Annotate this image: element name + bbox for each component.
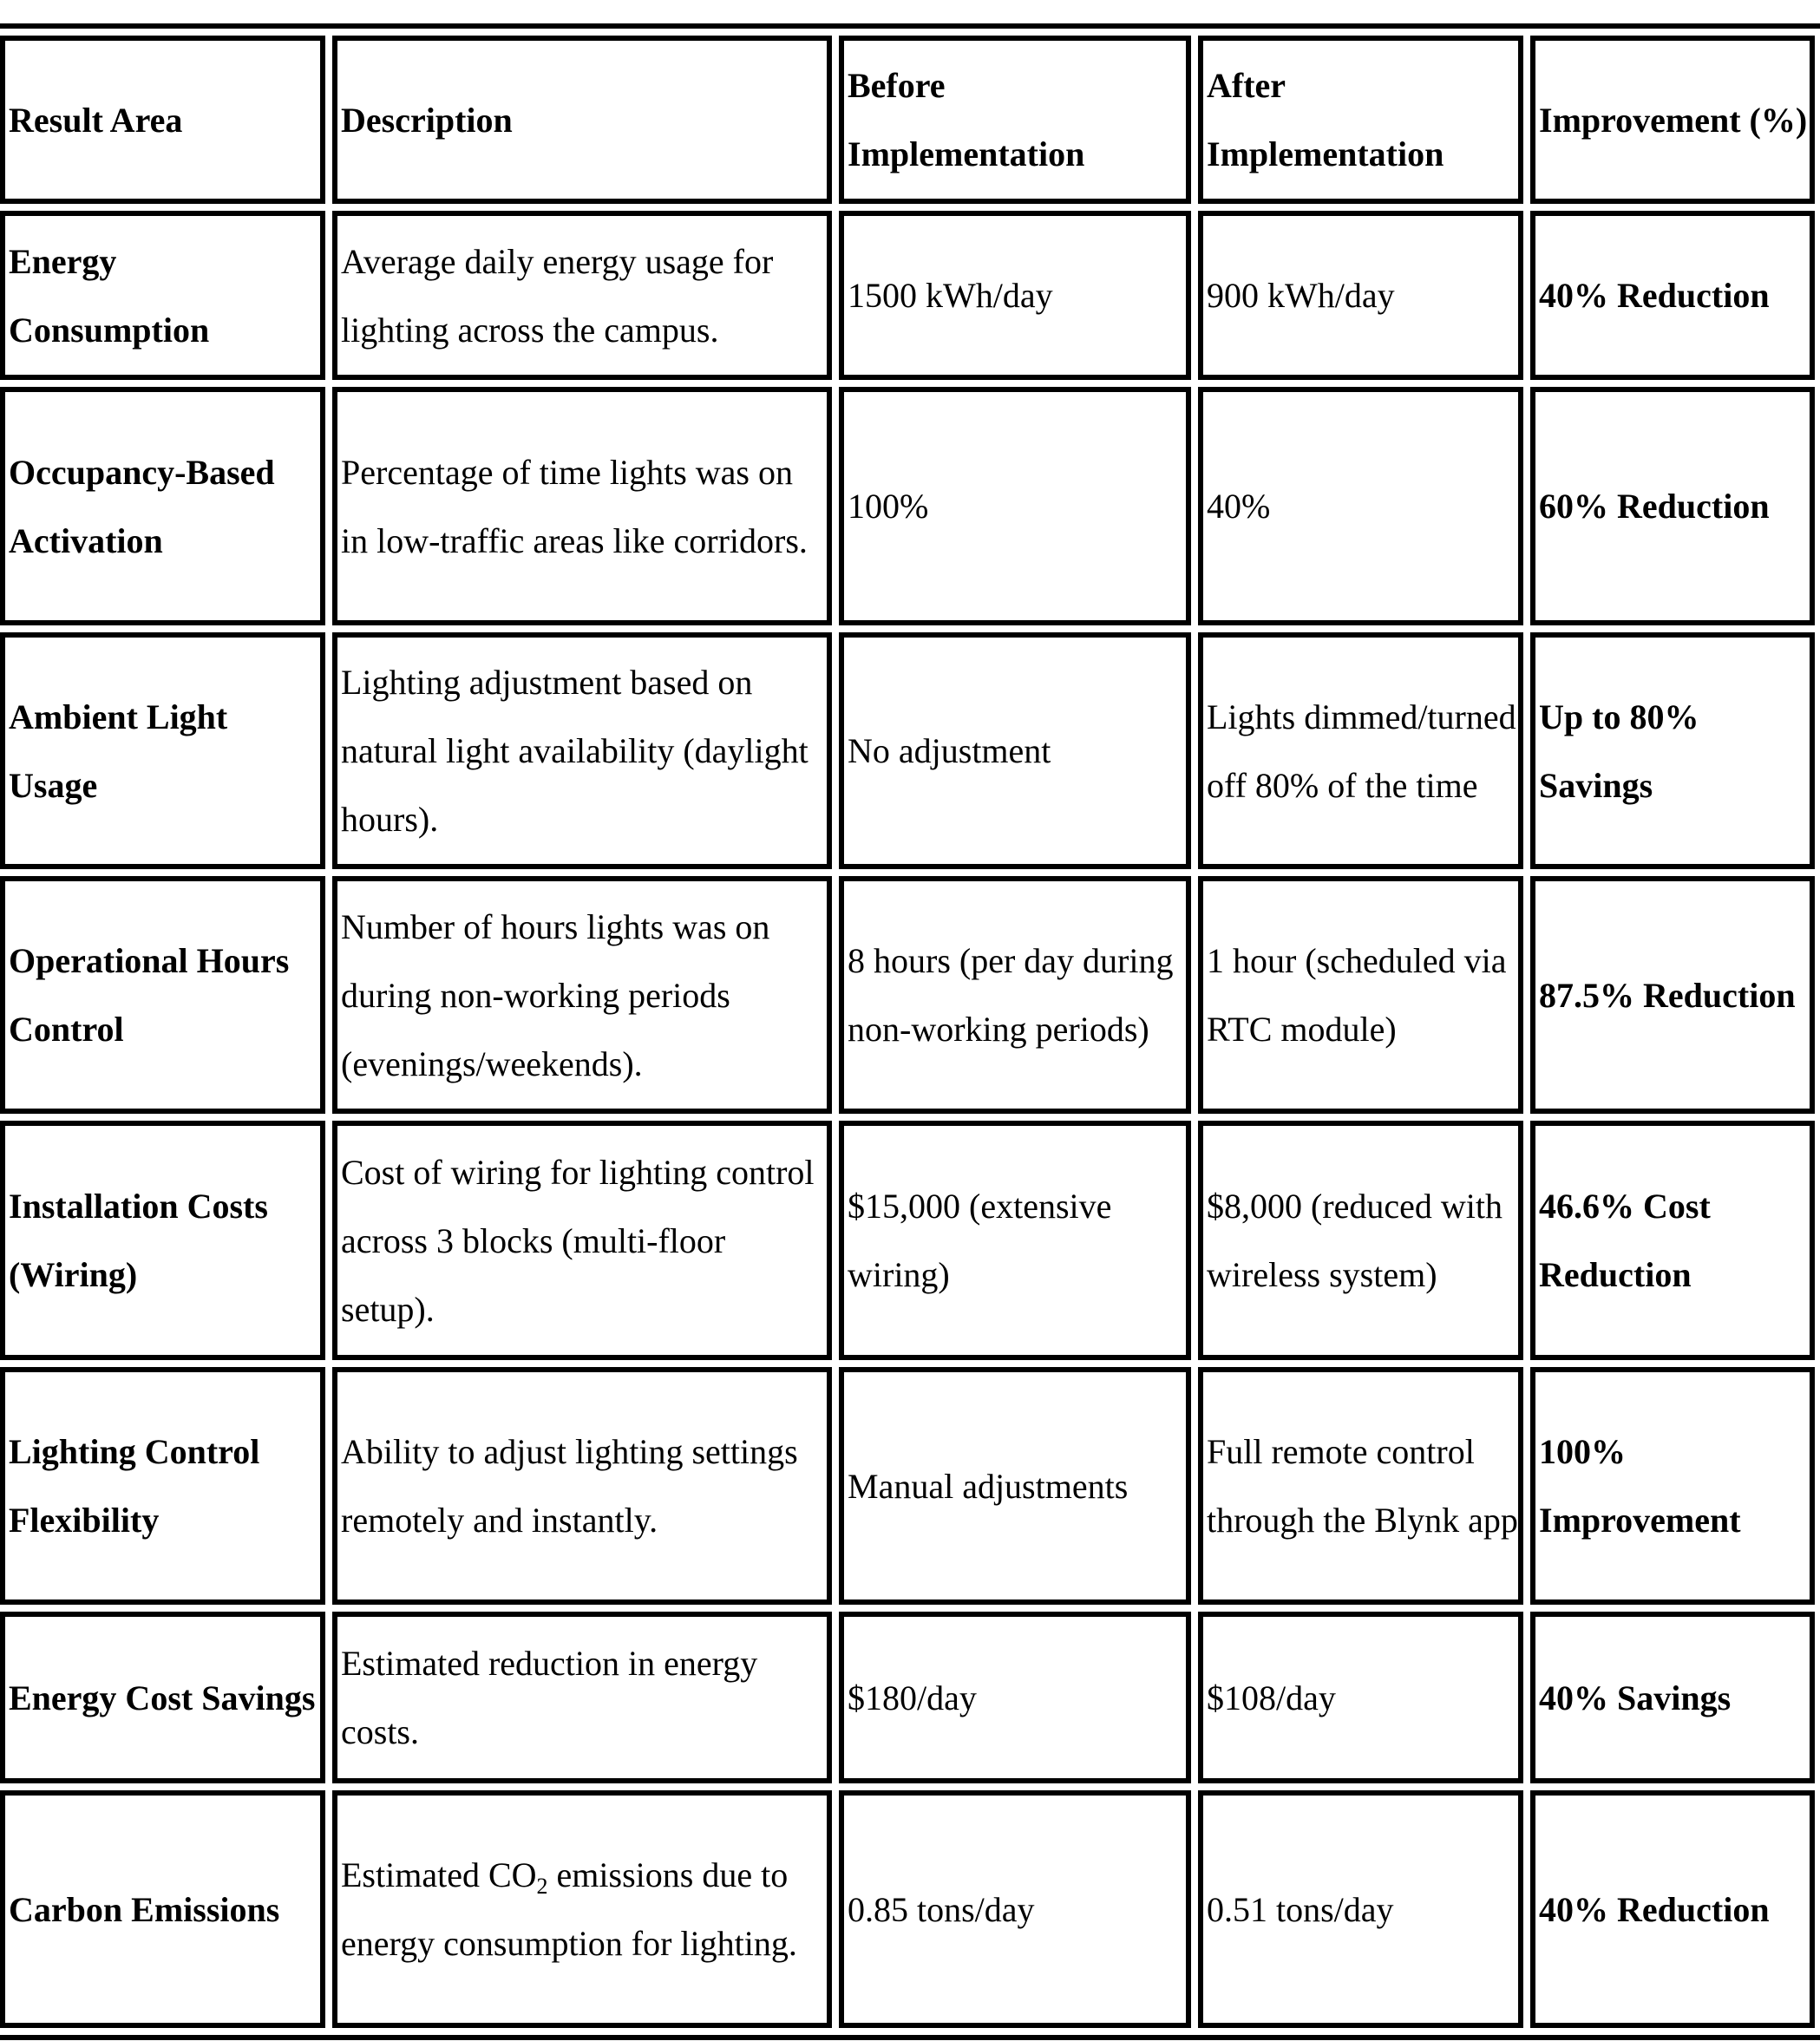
cell-improvement: 87.5% Reduction — [1530, 876, 1815, 1114]
cell-description: Estimated reduction in energy costs. — [332, 1612, 832, 1783]
cell-improvement: Up to 80% Savings — [1530, 632, 1815, 869]
cell-result-area: Ambient Light Usage — [0, 632, 325, 869]
cell-result-area: Carbon Emissions — [0, 1790, 325, 2028]
cell-description: Cost of wiring for lighting control across 3 blocks (multi-floor setup). — [332, 1121, 832, 1360]
cell-improvement: 46.6% Cost Reduction — [1530, 1121, 1815, 1360]
cell-before: $180/day — [839, 1612, 1191, 1783]
table-header-row — [0, 36, 1815, 204]
cell-after: 1 hour (scheduled via RTC module) — [1198, 876, 1523, 1114]
cell-improvement: 40% Reduction — [1530, 211, 1815, 380]
cell-result-area: Installation Costs (Wiring) — [0, 1121, 325, 1360]
cell-after: 40% — [1198, 387, 1523, 625]
cell-improvement: 40% Savings — [1530, 1612, 1815, 1783]
cell-result-area: Energy Consumption — [0, 211, 325, 380]
header-after-implementation: After Implementation — [1198, 36, 1523, 204]
table-row — [0, 1121, 1815, 1360]
cell-after: $108/day — [1198, 1612, 1523, 1783]
cell-before: 100% — [839, 387, 1191, 625]
cell-description: Lighting adjustment based on natural light availability (daylight hours). — [332, 632, 832, 869]
cell-before: 8 hours (per day during non-working periods) — [839, 876, 1191, 1114]
cell-description: Ability to adjust lighting settings remotely and instantly. — [332, 1367, 832, 1605]
cell-after: Lights dimmed/turned off 80% of the time — [1198, 632, 1523, 869]
results-table — [0, 23, 1820, 2040]
cell-improvement: 100% Improvement — [1530, 1367, 1815, 1605]
cell-result-area: Lighting Control Flexibility — [0, 1367, 325, 1605]
cell-description: Average daily energy usage for lighting across the campus. — [332, 211, 832, 380]
table-row — [0, 1612, 1815, 1783]
description-prefix: Estimated CO — [341, 1855, 537, 1894]
cell-before: No adjustment — [839, 632, 1191, 869]
header-result-area: Result Area — [0, 36, 325, 204]
cell-after: $8,000 (reduced with wireless system) — [1198, 1121, 1523, 1360]
cell-improvement: 40% Reduction — [1530, 1790, 1815, 2028]
cell-result-area: Energy Cost Savings — [0, 1612, 325, 1783]
cell-after: Full remote control through the Blynk app — [1198, 1367, 1523, 1605]
table-row — [0, 876, 1815, 1114]
cell-before: $15,000 (extensive wiring) — [839, 1121, 1191, 1360]
cell-description: Percentage of time lights was on in low-traffic areas like corridors. — [332, 387, 832, 625]
table-row — [0, 211, 1815, 380]
table-row — [0, 632, 1815, 869]
table-row — [0, 1367, 1815, 1605]
cell-after: 0.51 tons/day — [1198, 1790, 1523, 2028]
cell-before: Manual adjustments — [839, 1367, 1191, 1605]
cell-improvement: 60% Reduction — [1530, 387, 1815, 625]
cell-before: 0.85 tons/day — [839, 1790, 1191, 2028]
cell-result-area: Operational Hours Control — [0, 876, 325, 1114]
header-improvement: Improvement (%) — [1530, 36, 1815, 204]
cell-description — [332, 1790, 832, 2028]
cell-description: Number of hours lights was on during non-working periods (evenings/weekends). — [332, 876, 832, 1114]
table-row — [0, 387, 1815, 625]
table-row — [0, 1790, 1815, 2028]
cell-result-area: Occupancy-Based Activation — [0, 387, 325, 625]
results-table-container — [0, 23, 1820, 2040]
cell-before: 1500 kWh/day — [839, 211, 1191, 380]
header-description: Description — [332, 36, 832, 204]
header-before-implementation: Before Implementation — [839, 36, 1191, 204]
co2-subscript: 2 — [536, 1874, 548, 1899]
cell-after: 900 kWh/day — [1198, 211, 1523, 380]
description-suffix: emissions due to energy consumption for lighting. — [341, 1855, 797, 1963]
